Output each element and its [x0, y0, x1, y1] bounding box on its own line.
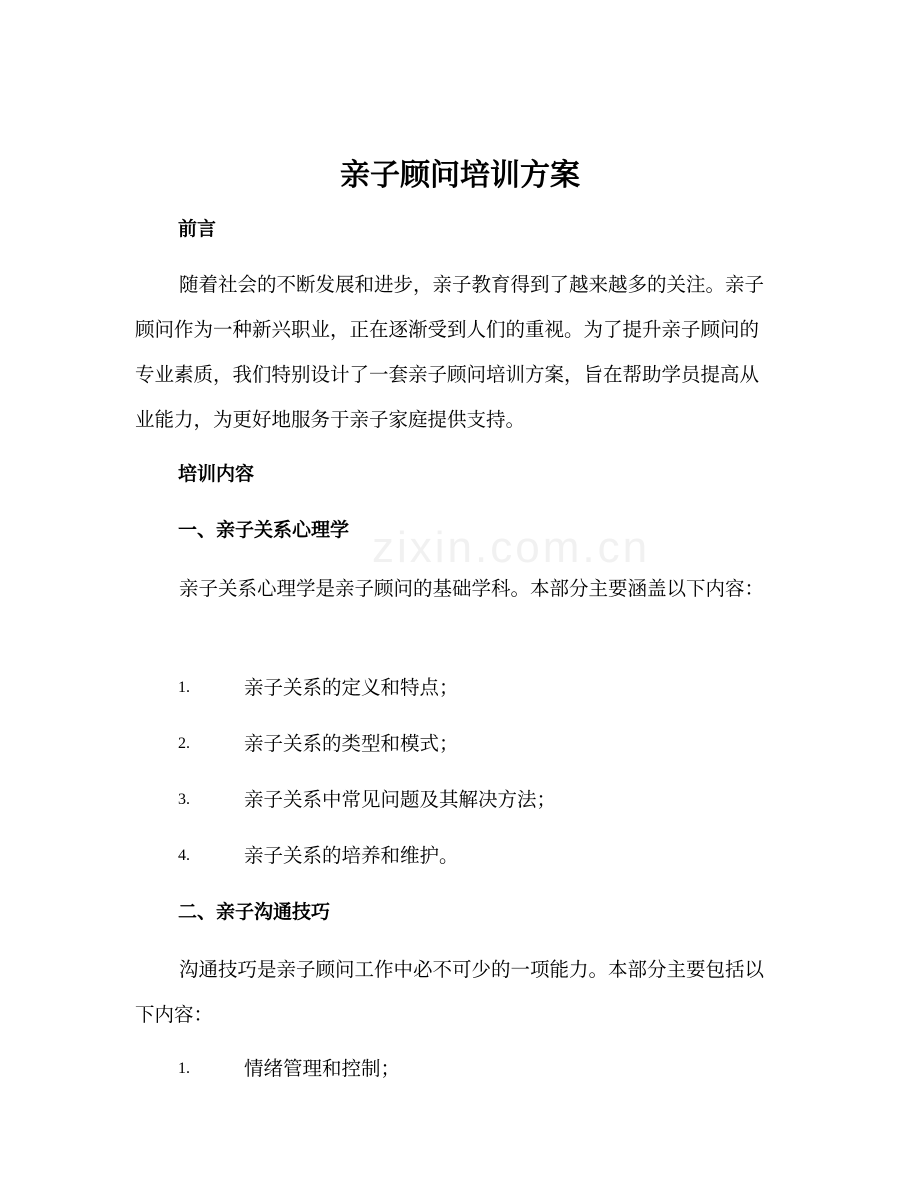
list-text: 亲子关系的定义和特点； — [244, 676, 459, 699]
part2-intro-paragraph: 沟通技巧是亲子顾问工作中必不可少的一项能力。本部分主要包括以下内容： — [135, 958, 765, 1026]
list-number: 1. — [178, 1060, 190, 1077]
document-title: 亲子顾问培训方案 — [340, 158, 580, 193]
part2-heading: 二、亲子沟通技巧 — [178, 901, 331, 923]
list-text: 亲子关系的培养和维护。 — [244, 844, 459, 867]
list-number: 3. — [178, 791, 190, 808]
list-number: 4. — [178, 847, 190, 864]
preface-paragraph: 随着社会的不断发展和进步，亲子教育得到了越来越多的关注。亲子顾问作为一种新兴职业，正在逐渐受到人们的重视。为了提升亲子顾问的专业素质，我们特别设计了一套亲子顾问培训方案，旨在帮助学员提高从业能力，为更好地服务于亲子家庭提供支持。 — [135, 273, 765, 431]
list-number: 1. — [178, 679, 190, 696]
part1-intro-paragraph: 亲子关系心理学是亲子顾问的基础学科。本部分主要涵盖以下内容： — [179, 577, 765, 600]
list-number: 2. — [178, 735, 190, 752]
part1-heading: 一、亲子关系心理学 — [178, 519, 350, 541]
preface-heading: 前言 — [178, 218, 217, 240]
training-content-heading: 培训内容 — [178, 463, 255, 485]
watermark: zixin.com.cn — [372, 523, 651, 572]
list-text: 亲子关系的类型和模式； — [244, 732, 459, 755]
list-text: 亲子关系中常见问题及其解决方法； — [244, 788, 557, 811]
list-text: 情绪管理和控制； — [244, 1057, 401, 1080]
